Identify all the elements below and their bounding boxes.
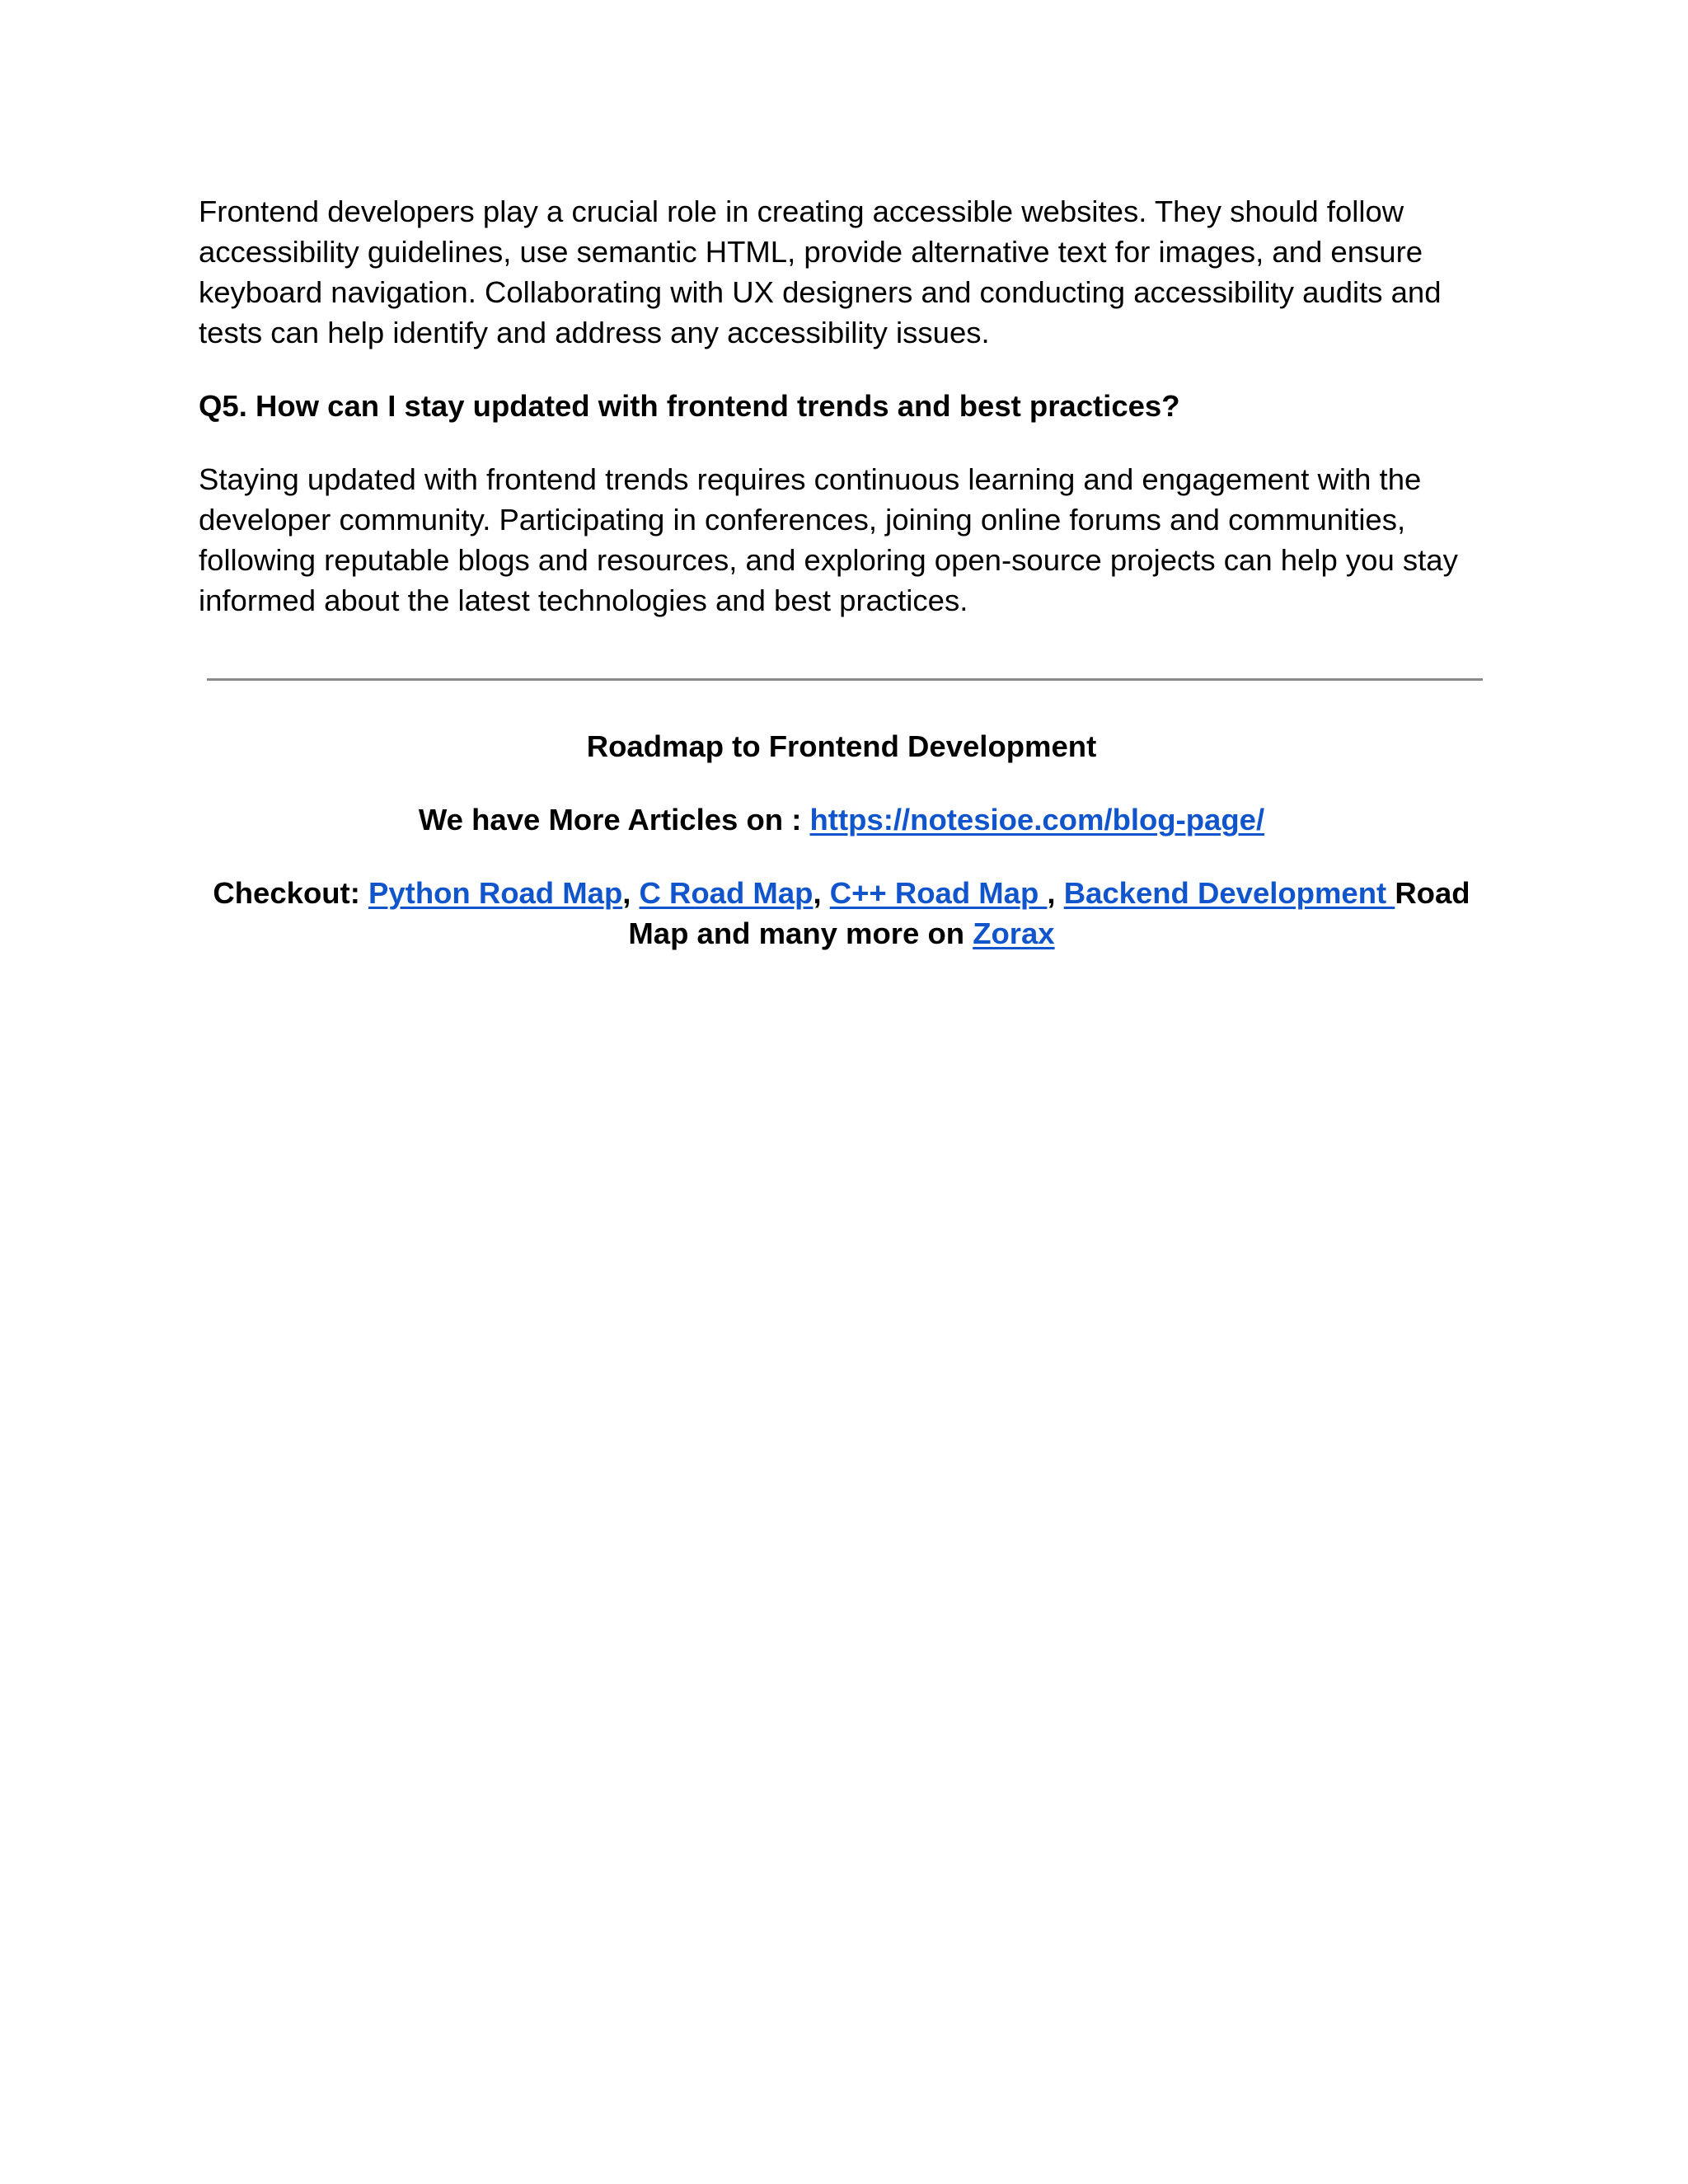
checkout-tail-text: Road Map and many more on (628, 876, 1470, 950)
separator: , (813, 876, 830, 910)
zorax-link[interactable]: Zorax (973, 916, 1055, 950)
question-5-heading: Q5. How can I stay updated with frontend trends and best practices? (199, 389, 1180, 423)
cpp-road-map-link[interactable]: C++ Road Map (829, 876, 1048, 910)
roadmap-title: Roadmap to Frontend Development (586, 729, 1097, 763)
separator: , (1047, 876, 1064, 910)
c-road-map-link[interactable]: C Road Map (639, 876, 814, 910)
accessibility-paragraph: Frontend developers play a crucial role in creating accessible websites. They should follow accessibility guidelines, use semantic HTML, provide alternative text for images, and ensure keyboard navigation. Collaborating with UX designers and conducting accessibility audits and tests can help identify and address any accessibility issues. (199, 194, 1442, 349)
separator: , (622, 876, 640, 910)
python-road-map-link[interactable]: Python Road Map (368, 876, 623, 910)
checkout-label: Checkout: (213, 876, 369, 910)
more-articles-line (199, 799, 1484, 840)
blog-page-link[interactable]: https://notesioe.com/blog-page/ (809, 803, 1265, 837)
stay-updated-paragraph: Staying updated with frontend trends requires continuous learning and engagement with the developer community. Participating in conferences, joining online forums and communities, following reputable blogs and resources, and exploring open-source projects can help you stay informed about the latest technologies and best practices. (199, 462, 1458, 617)
backend-development-link[interactable]: Backend Development (1063, 876, 1395, 910)
horizontal-divider (207, 678, 1483, 681)
more-articles-label: We have More Articles on : (418, 803, 810, 837)
checkout-line (199, 873, 1484, 954)
document-page (199, 191, 1484, 954)
